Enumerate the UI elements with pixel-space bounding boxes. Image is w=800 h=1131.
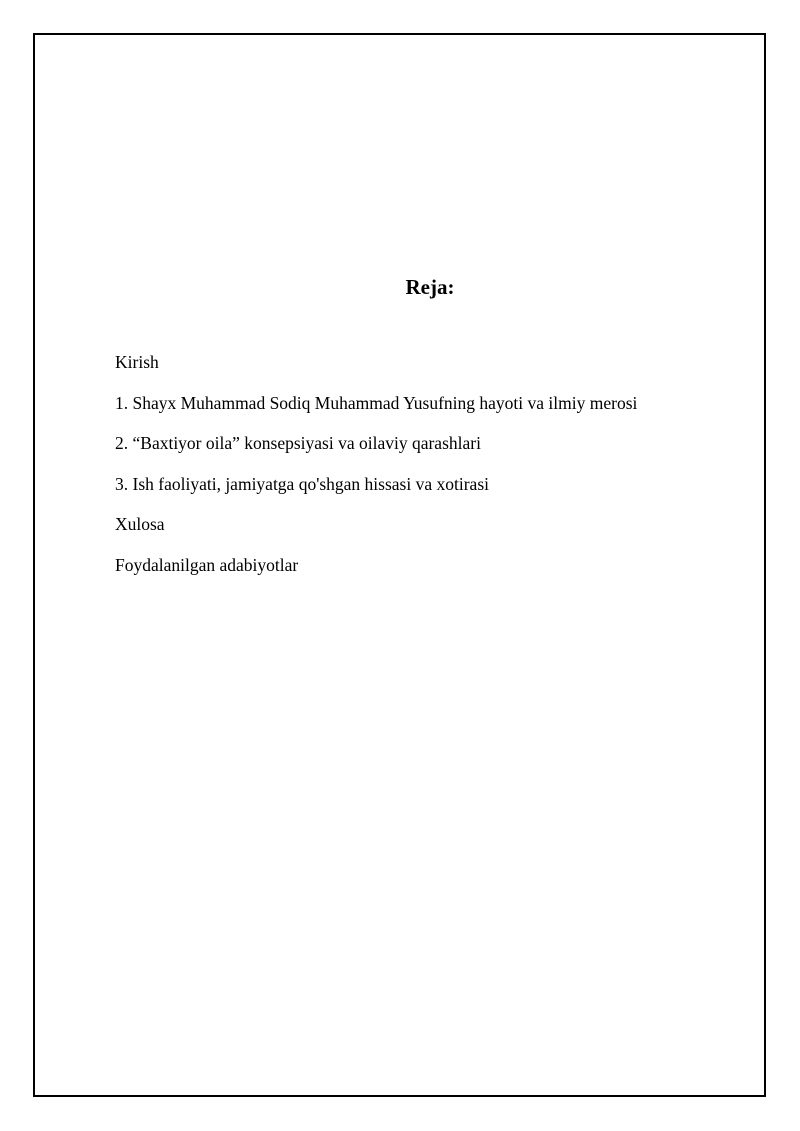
- table-of-contents: [115, 350, 637, 593]
- page-title: Reja:: [405, 275, 455, 299]
- toc-item-section-1: 1. Shayx Muhammad Sodiq Muhammad Yusufning hayoti va ilmiy merosi: [115, 392, 638, 413]
- toc-item-section-2: 2. “Baxtiyor oila” konsepsiyasi va oilaviy qarashlari: [115, 433, 481, 453]
- toc-item-introduction: Kirish: [115, 352, 159, 372]
- toc-item-references: Foydalanilgan adabiyotlar: [115, 554, 299, 575]
- toc-item-section-3: 3. Ish faoliyati, jamiyatga qo'shgan hissasi va xotirasi: [115, 473, 489, 494]
- toc-item-conclusion: Xulosa: [115, 514, 165, 534]
